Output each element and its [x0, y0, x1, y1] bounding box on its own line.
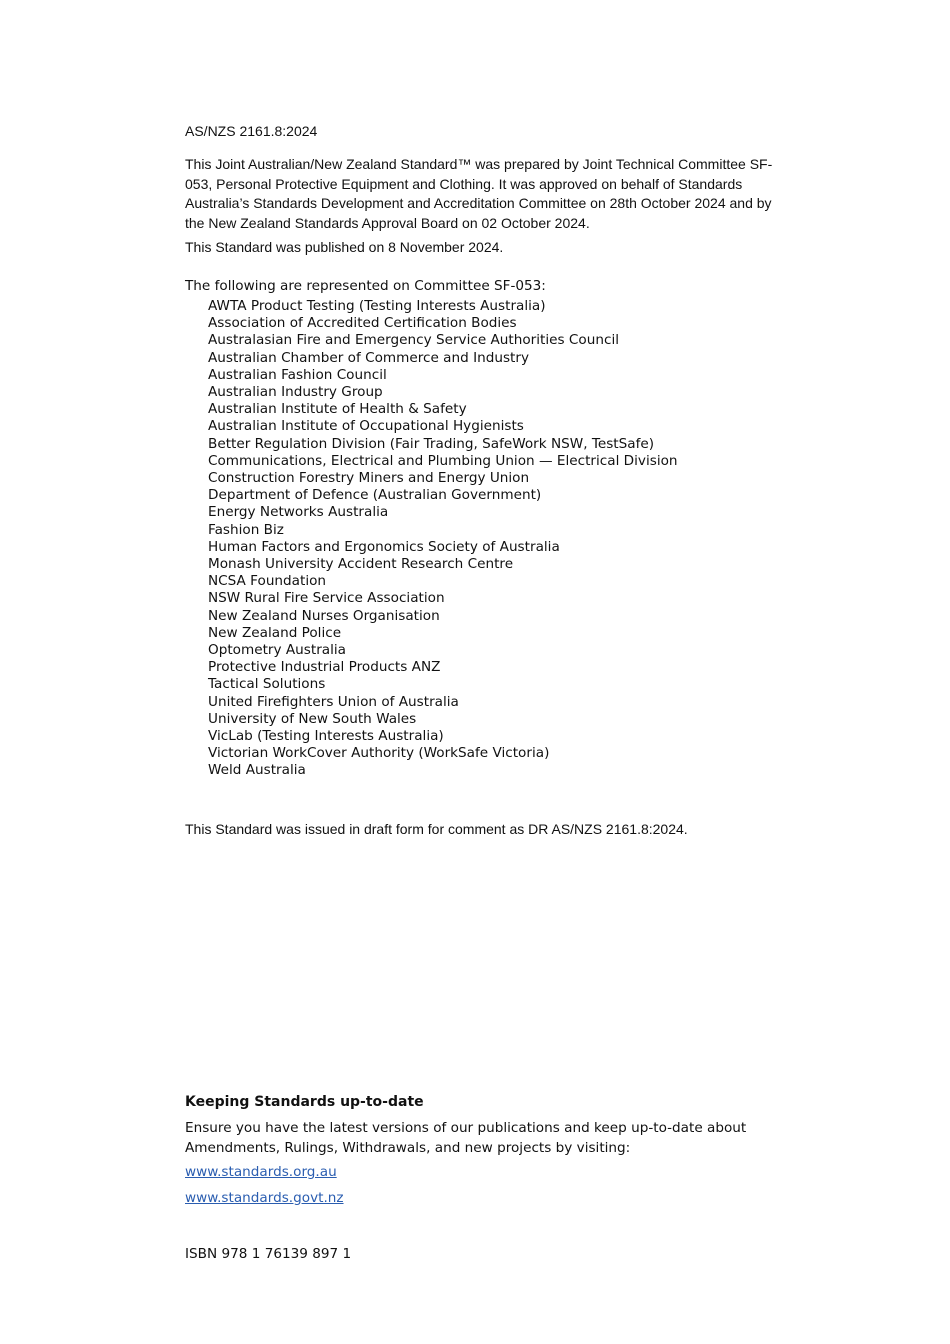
keeping-up-to-date-paragraph: Ensure you have the latest versions of our publications and keep up-to-date about Amendments, Rulings, Withdrawals, and new projects by visiting: — [185, 1120, 747, 1156]
committee-heading: The following are represented on Committee SF-053: — [185, 278, 546, 294]
committee-member: Australian Fashion Council — [208, 366, 387, 383]
committee-member: Victorian WorkCover Authority (WorkSafe Victoria) — [208, 745, 550, 762]
committee-member: New Zealand Nurses Organisation — [208, 607, 440, 624]
committee-member: Human Factors and Ergonomics Society of Australia — [208, 538, 560, 555]
committee-member: Monash University Accident Research Centre — [208, 556, 514, 573]
committee-member: Better Regulation Division (Fair Trading, SafeWork NSW, TestSafe) — [208, 435, 655, 452]
committee-member: Protective Industrial Products ANZ — [208, 659, 441, 676]
published-date-paragraph: This Standard was published on 8 November 2024. — [185, 239, 504, 255]
committee-member: Communications, Electrical and Plumbing Union — Electrical Division — [208, 452, 678, 469]
committee-member: Weld Australia — [208, 762, 306, 779]
committee-member: Australian Chamber of Commerce and Industry — [208, 349, 529, 366]
committee-member: Australian Industry Group — [208, 384, 383, 401]
committee-member: Australian Institute of Health & Safety — [208, 401, 467, 418]
committee-member: New Zealand Police — [208, 624, 342, 641]
committee-member: Australasian Fire and Emergency Service Authorities Council — [208, 332, 619, 349]
committee-member: Department of Defence (Australian Government) — [208, 487, 542, 504]
keeping-up-to-date-heading: Keeping Standards up-to-date — [185, 1094, 424, 1110]
committee-member: NSW Rural Fire Service Association — [208, 590, 445, 607]
committee-member: Tactical Solutions — [208, 676, 326, 693]
isbn: ISBN 978 1 76139 897 1 — [185, 1246, 352, 1262]
committee-member: AWTA Product Testing (Testing Interests Australia) — [208, 298, 546, 314]
committee-member: VicLab (Testing Interests Australia) — [208, 728, 444, 745]
committee-member: Fashion Biz — [208, 521, 284, 538]
standard-id: AS/NZS 2161.8:2024 — [185, 123, 318, 139]
committee-member: NCSA Foundation — [208, 573, 327, 590]
preparation-paragraph: This Joint Australian/New Zealand Standard™ was prepared by Joint Technical Committee SF-053, Personal Protective Equipment and Clothing. It was approved on behalf of Standards Australia’s Standards Development and Accreditation Committee on 28th October 2024 and by the New Zealand Standards Approval Board on 02 October 2024. — [185, 156, 773, 231]
committee-member: Optometry Australia — [208, 642, 346, 659]
committee-member: United Firefighters Union of Australia — [208, 693, 459, 710]
committee-member: Energy Networks Australia — [208, 504, 389, 521]
draft-notice-paragraph: This Standard was issued in draft form for comment as DR AS/NZS 2161.8:2024. — [185, 821, 688, 837]
committee-member: Association of Accredited Certification Bodies — [208, 315, 517, 332]
committee-member: Australian Institute of Occupational Hygienists — [208, 418, 524, 435]
committee-member-list — [208, 298, 678, 780]
committee-member: University of New South Wales — [208, 710, 417, 727]
standards-australia-link[interactable]: www.standards.org.au — [185, 1164, 337, 1180]
standards-nz-link[interactable]: www.standards.govt.nz — [185, 1190, 344, 1206]
committee-member: Construction Forestry Miners and Energy Union — [208, 470, 530, 487]
